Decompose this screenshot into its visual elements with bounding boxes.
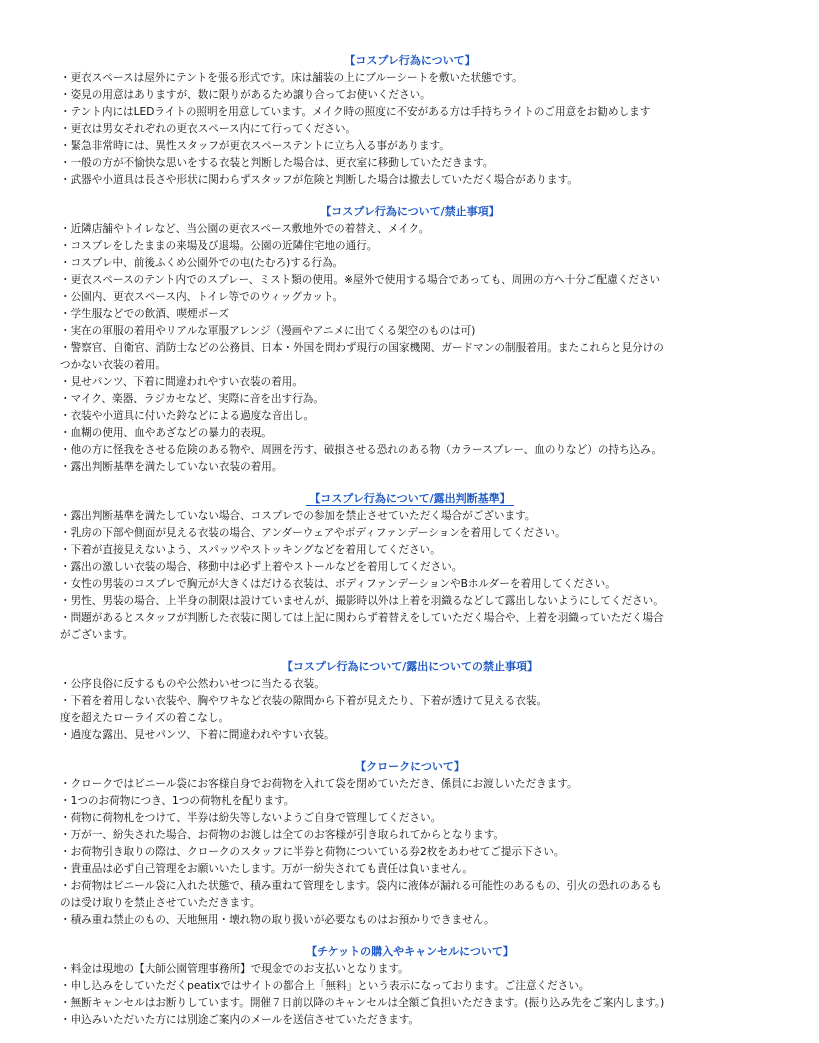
list-item: ・荷物に荷物札をつけて、半券は紛失等しないようご自身で管理してください。 xyxy=(60,812,442,824)
list-item: ・衣装や小道具に付いた鈴などによる過度な音出し。 xyxy=(60,410,315,422)
bullet-list xyxy=(60,776,760,929)
list-item: ・貴重品は必ず自己管理をお願いいたします。万が一紛失されても責任は負いません。 xyxy=(60,863,473,875)
section xyxy=(60,203,760,476)
section-heading-text: 【クロークについて】 xyxy=(355,760,465,773)
list-item: ・武器や小道具は長さや形状に関わらずスタッフが危険と判断した場合は撤去していただく場合があります。 xyxy=(60,174,578,186)
list-item: ・実在の軍服の着用やリアルな軍服アレンジ（漫画やアニメに出てくる架空のものは可) xyxy=(60,325,476,337)
list-item: ・コスプレをしたままの来場及び退場。公園の近隣住宅地の通行。 xyxy=(60,240,378,252)
list-item: ・コスプレ中、前後ふくめ公園外での屯(たむろ)する行為。 xyxy=(60,257,344,269)
list-item: ・緊急非常時には、異性スタッフが更衣スペーステントに立ち入る事があります。 xyxy=(60,140,450,152)
list-item: ・お荷物はビニール袋に入れた状態で、積み重ねて管理をします。袋内に液体が漏れる可能性のあるもの、引火の恐れのあるも のは受け取りを禁止させていただきます。 xyxy=(60,880,662,909)
list-item: ・過度な露出、見せパンツ、下着に間違われやすい衣装。 xyxy=(60,729,335,741)
list-item: ・露出の激しい衣装の場合、移動中は必ず上着やストールなどを着用してください。 xyxy=(60,561,463,573)
list-item: ・一般の方が不愉快な思いをする衣装と判断した場合は、更衣室に移動していただきます。 xyxy=(60,157,494,169)
list-item: ・近隣店舗やトイレなど、当公園の更衣スペース敷地外での着替え、メイク。 xyxy=(60,223,430,235)
bullet-list xyxy=(60,508,760,644)
list-item: ・乳房の下部や側面が見える衣装の場合、アンダーウェアやボディファンデーションを着用してください。 xyxy=(60,527,566,539)
section-heading xyxy=(60,758,760,775)
list-item: ・下着を着用しない衣装や、胸やワキなど衣装の隙間から下着が見えたり、下着が透けて見える衣装。 xyxy=(60,695,548,707)
list-item: ・マイク、楽器、ラジカセなど、実際に音を出す行為。 xyxy=(60,393,324,405)
list-item: ・無断キャンセルはお断りしています。開催７日前以降のキャンセルは全額ご負担いただきます。(振り込み先をご案内します。) xyxy=(60,997,665,1009)
bullet-list xyxy=(60,221,760,476)
section-heading xyxy=(60,52,760,69)
document-page xyxy=(60,52,760,1043)
bullet-list xyxy=(60,961,760,1029)
list-item: ・申込みいただいた方には別途ご案内のメールを送信させていただきます。 xyxy=(60,1014,420,1026)
section-heading-text: 【コスプレ行為について/禁止事項】 xyxy=(320,205,500,218)
list-item: ・万が一、紛失された場合、お荷物のお渡しは全てのお客様が引き取られてからとなります。 xyxy=(60,829,505,841)
list-item: ・テント内にはLEDライトの照明を用意しています。メイク時の照度に不安がある方は手持ちライトのご用意をお勧めします xyxy=(60,106,651,118)
section-heading xyxy=(60,490,760,507)
list-item: ・料金は現地の【大師公園管理事務所】で現金でのお支払いとなります。 xyxy=(60,963,409,975)
section-heading-text: 【コスプレ行為について】 xyxy=(344,54,476,67)
list-item: ・他の方に怪我をさせる危険のある物や、周囲を汚す、破損させる恐れのある物（カラースプレー、血のりなど）の持ち込み。 xyxy=(60,444,663,456)
list-item: ・警察官、自衛官、消防士などの公務員、日本・外国を問わず現行の国家機関、ガードマンの制服着用。またこれらと見分けの つかない衣装の着用。 xyxy=(60,342,664,371)
list-item: ・男性、男装の場合、上半身の制限は設けていませんが、撮影時以外は上着を羽織るなどして露出しないようにしてください。 xyxy=(60,595,664,607)
list-item: ・露出判断基準を満たしていない場合、コスプレでの参加を禁止させていただく場合がございます。 xyxy=(60,510,536,522)
list-item: ・公序良俗に反するものや公然わいせつに当たる衣装。 xyxy=(60,678,325,690)
list-item: ・クロークではビニール袋にお客様自身でお荷物を入れて袋を閉めていただき、係員にお渡しいただきます。 xyxy=(60,778,578,790)
section xyxy=(60,758,760,929)
list-item: ・露出判断基準を満たしていない衣装の着用。 xyxy=(60,461,283,473)
section xyxy=(60,658,760,744)
list-item: ・下着が直接見えないよう、スパッツやストッキングなどを着用してください。 xyxy=(60,544,441,556)
list-item: ・申し込みをしていただくpeatixではサイトの都合上「無料」という表示になっております。ご注意ください。 xyxy=(60,980,590,992)
list-item: ・問題があるとスタッフが判断した衣装に関しては上記に関わらず着替えをしていただく場合や、上着を羽織っていただく場合 がございます。 xyxy=(60,612,664,641)
section-heading-text: 【コスプレ行為について/露出についての禁止事項】 xyxy=(281,660,539,673)
list-item: ・見せパンツ、下着に間違われやすい衣装の着用。 xyxy=(60,376,303,388)
list-item: ・お荷物引き取りの際は、クロークのスタッフに半券と荷物についている券2枚をあわせてご提示下さい。 xyxy=(60,846,565,858)
section-heading xyxy=(60,658,760,675)
bullet-list xyxy=(60,70,760,189)
list-item: ・女性の男装のコスプレで胸元が大きくはだける衣装は、ボディファンデーションやBホルダーを着用してください。 xyxy=(60,578,616,590)
list-item: ・姿見の用意はありますが、数に限りがあるため譲り合ってお使いください。 xyxy=(60,89,431,101)
section xyxy=(60,52,760,189)
list-item: 度を超えたローライズの着こなし。 xyxy=(60,712,230,724)
list-item: ・更衣は男女それぞれの更衣スペース内にて行ってください。 xyxy=(60,123,357,135)
list-item: ・血糊の使用、血やあざなどの暴力的表現。 xyxy=(60,427,272,439)
list-item: ・学生服などでの飲酒、喫煙ポーズ xyxy=(60,308,229,320)
section-heading xyxy=(60,203,760,220)
list-item: ・積み重ね禁止のもの、天地無用・壊れ物の取り扱いが必要なものはお預かりできません。 xyxy=(60,914,495,926)
section-heading-text: 【チケットの購入やキャンセルについて】 xyxy=(306,945,514,958)
list-item: ・更衣スペースは屋外にテントを張る形式です。床は舗装の上にブルーシートを敷いた状態です。 xyxy=(60,72,523,84)
list-item: ・公園内、更衣スペース内、トイレ等でのウィッグカット。 xyxy=(60,291,344,303)
bullet-list xyxy=(60,676,760,744)
section-heading-text: 【コスプレ行為について/露出判断基準】 xyxy=(306,492,513,506)
section xyxy=(60,490,760,644)
section-heading xyxy=(60,943,760,960)
section xyxy=(60,943,760,1029)
list-item: ・更衣スペースのテント内でのスプレー、ミスト類の使用。※屋外で使用する場合であっても、周囲の方へ十分ご配慮ください xyxy=(60,274,661,286)
list-item: ・1つのお荷物につき、1つの荷物札を配ります。 xyxy=(60,795,295,807)
